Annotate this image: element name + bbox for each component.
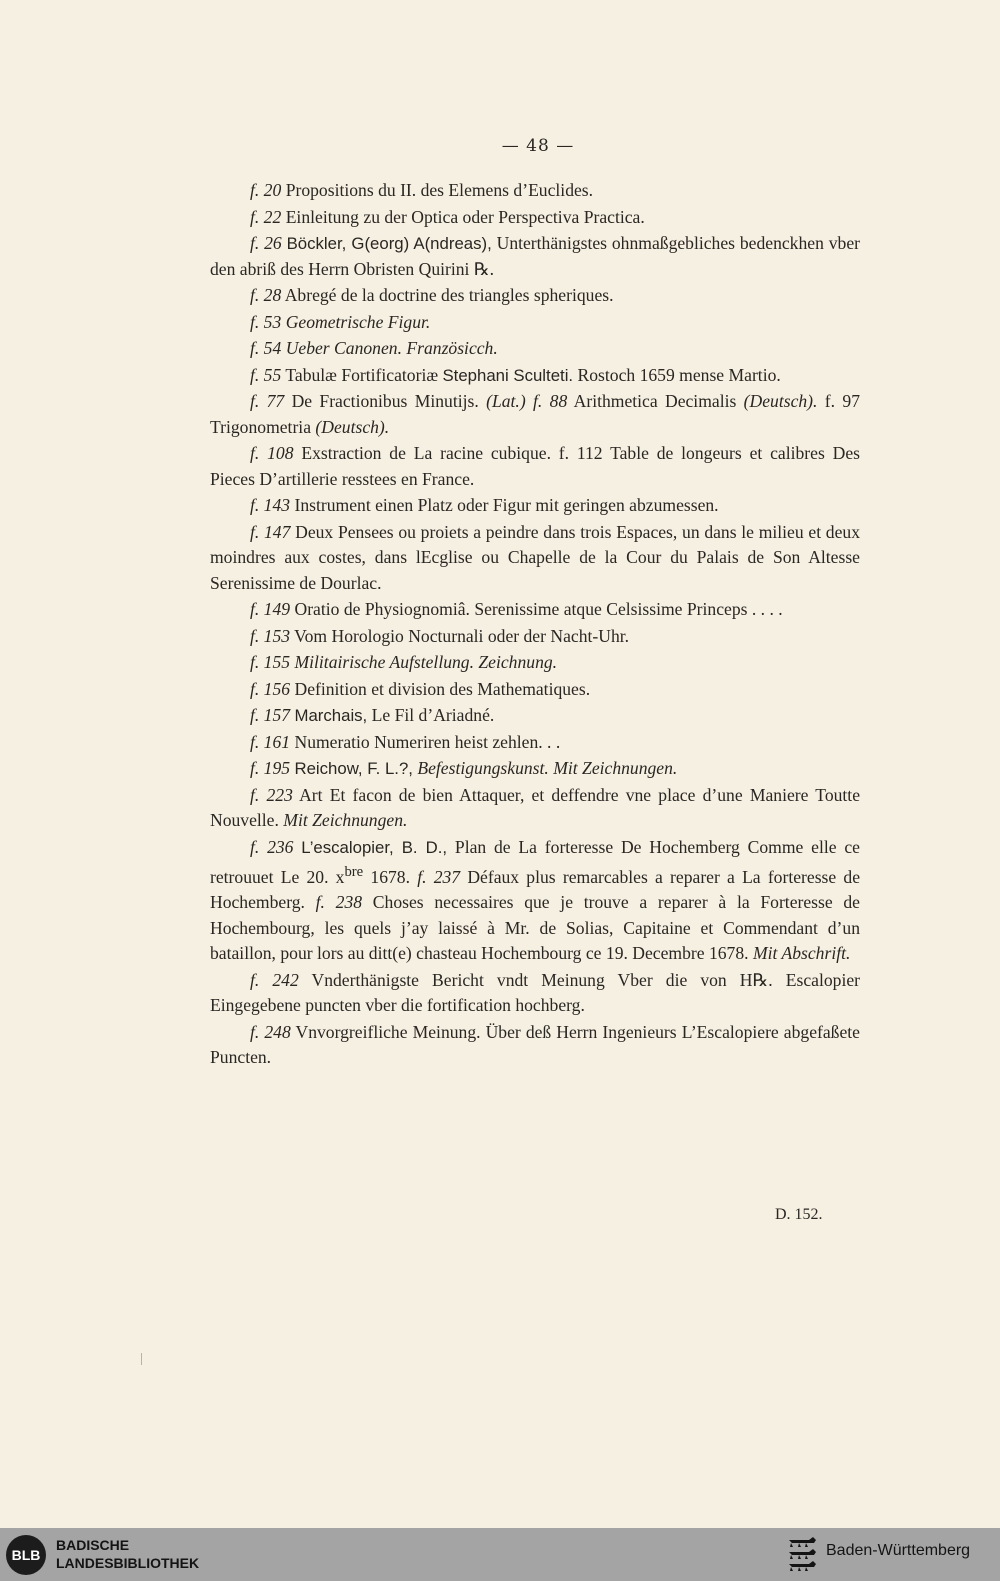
entry-f77: f. 77 De Fractionibus Minutijs. (Lat.) f. 88 Arithmetica Decimalis (Deutsch). f. 97 Trigonometria (Deutsch). [210, 391, 860, 437]
entry-f26: f. 26 Böckler, G(eorg) A(ndreas), Unterthänigstes ohnmaßgebliches bedenckhen vber den abriß des Herrn Obristen Quirini ℞. [210, 233, 860, 279]
folio-ref: f. 248 [250, 1021, 291, 1042]
folio-ref: f. 153 [250, 625, 291, 646]
entry-f149: f. 149 Oratio de Physiognomiâ. Serenissime atque Celsissime Princeps . . . . [250, 599, 783, 619]
author-name: L’escalopier, B. D., [301, 837, 448, 857]
scan-artifact [141, 1353, 142, 1365]
entry-list [210, 178, 860, 1072]
entry-f55: f. 55 Tabulæ Fortificatoriæ Stephani Sculteti. Rostoch 1659 mense Martio. [250, 364, 781, 385]
entry-f22: f. 22 Einleitung zu der Optica oder Perspectiva Practica. [250, 206, 645, 227]
folio-ref: f. 195 [250, 758, 291, 778]
entry-f242: f. 242 Vnderthänigste Bericht vndt Meinung Vber die von H℞. Escalopier Eingegebene puncten vber die fortification hochberg. [210, 969, 860, 1016]
folio-ref: f. 156 [250, 678, 291, 699]
author-name: Marchais, [294, 706, 368, 725]
folio-ref: f. 22 [250, 206, 282, 227]
library-name[interactable]: BADISCHE LANDESBIBLIOTHEK [56, 1537, 200, 1571]
author-name: Stephani Sculteti. [442, 365, 574, 385]
entry-f108: f. 108 Exstraction de La racine cubique. f. 112 Table de longeurs et calibres Des Pieces D’artillerie resstees en France. [210, 443, 860, 489]
folio-ref: f. 157 [250, 705, 291, 725]
entry-f236: f. 236 L’escalopier, B. D., Plan de La forteresse De Hochemberg Comme elle ce retrouuet Le 20. $x^{bre}$ 1678. f. 237 Défaux plus remarcables a reparer a La forteresse de Hochemberg. f. 238 Choses necessaires que je trouve a reparer à la Forteresse de Hochembourg, les quels j’ay laissé à Mr. de Solias, Capitaine et Commendant d’un bataillon, pour lors au ditt(e) chasteau Hochembourg ce 19. Decembre 1678. Mit Abschrift. [210, 836, 861, 964]
author-name: Reichow, F. L.?, [294, 759, 413, 778]
entry-f28: f. 28 Abregé de la doctrine des triangles spheriques. [250, 285, 614, 305]
entry-f248: f. 248 Vnvorgreifliche Meinung. Über deß Herrn Ingenieurs L’Escalopiere abgefaßete Puncten. [210, 1021, 860, 1068]
entry-f157: f. 157 Marchais, Le Fil d’Ariadné. [250, 705, 495, 725]
folio-ref: f. 88 [533, 391, 568, 411]
page-number: — 48 — [501, 136, 575, 156]
entry-f147: f. 147 Deux Pensees ou proiets a peindre dans trois Espaces, un dans le milieu et deux moindres aux costes, dans lEcglise ou Chapelle de la Cour du Palais de Son Altesse Serenissime de Dourlac. [210, 521, 860, 593]
folio-ref: f. 55 [250, 364, 282, 385]
folio-ref: f. 28 [250, 285, 282, 305]
entry-f153: f. 153 Vom Horologio Nocturnali oder der Nacht-Uhr. [250, 625, 630, 646]
folio-ref: f. 223 [250, 784, 293, 805]
folio-ref: f. 236 [250, 836, 294, 857]
folio-ref: f. 161 [250, 731, 291, 752]
folio-ref: f. 143 [250, 495, 291, 515]
entry-f161: f. 161 Numeratio Numeriren heist zehlen. . . [250, 731, 561, 752]
abbreviation-mark: ℞. [752, 969, 773, 990]
entry-f54: f. 54 Ueber Canonen. Französicch. [250, 338, 498, 358]
state-name[interactable]: Baden-Württemberg [826, 1542, 971, 1559]
folio-ref: f. 238 [315, 892, 363, 913]
entry-f143: f. 143 Instrument einen Platz oder Figur mit geringen abzumessen. [250, 495, 719, 515]
entry-f223: f. 223 Art Et facon de bien Attaquer, et deffendre vne place d’une Maniere Toutte Nouvelle. Mit Zeichnungen. [210, 784, 860, 830]
shelfmark: D. 152. [775, 1206, 823, 1223]
folio-ref: f. 149 [250, 599, 291, 619]
entry-f20: f. 20 Propositions du II. des Elemens d’Euclides. [250, 180, 594, 200]
folio-ref: f. 54 [250, 338, 282, 358]
author-name: Böckler, G(eorg) A(ndreas), [286, 234, 492, 253]
entry-f195: f. 195 Reichow, F. L.?, Befestigungskunst. Mit Zeichnungen. [250, 758, 678, 778]
folio-ref: f. 147 [250, 521, 291, 542]
lions-coat-of-arms-icon[interactable] [786, 1536, 820, 1574]
folio-ref: f. 20 [250, 180, 282, 200]
blb-logo-icon[interactable]: BLB [6, 1535, 46, 1575]
entry-f156: f. 156 Definition et division des Mathematiques. [250, 678, 591, 699]
entry-f53: f. 53 Geometrische Figur. [250, 311, 431, 332]
folio-ref: f. 155 [250, 652, 291, 672]
folio-ref: f. 77 [250, 391, 285, 411]
footer-bar [0, 1528, 1000, 1581]
entry-f155: f. 155 Militairische Aufstellung. Zeichnung. [250, 652, 558, 672]
folio-ref: f. 108 [250, 443, 294, 463]
folio-ref: f. 242 [250, 969, 299, 990]
abbreviation-mark: ℞. [473, 258, 495, 279]
folio-ref: f. 53 [250, 311, 282, 332]
folio-ref: f. 26 [250, 233, 282, 253]
folio-ref: f. 237 [417, 866, 461, 887]
